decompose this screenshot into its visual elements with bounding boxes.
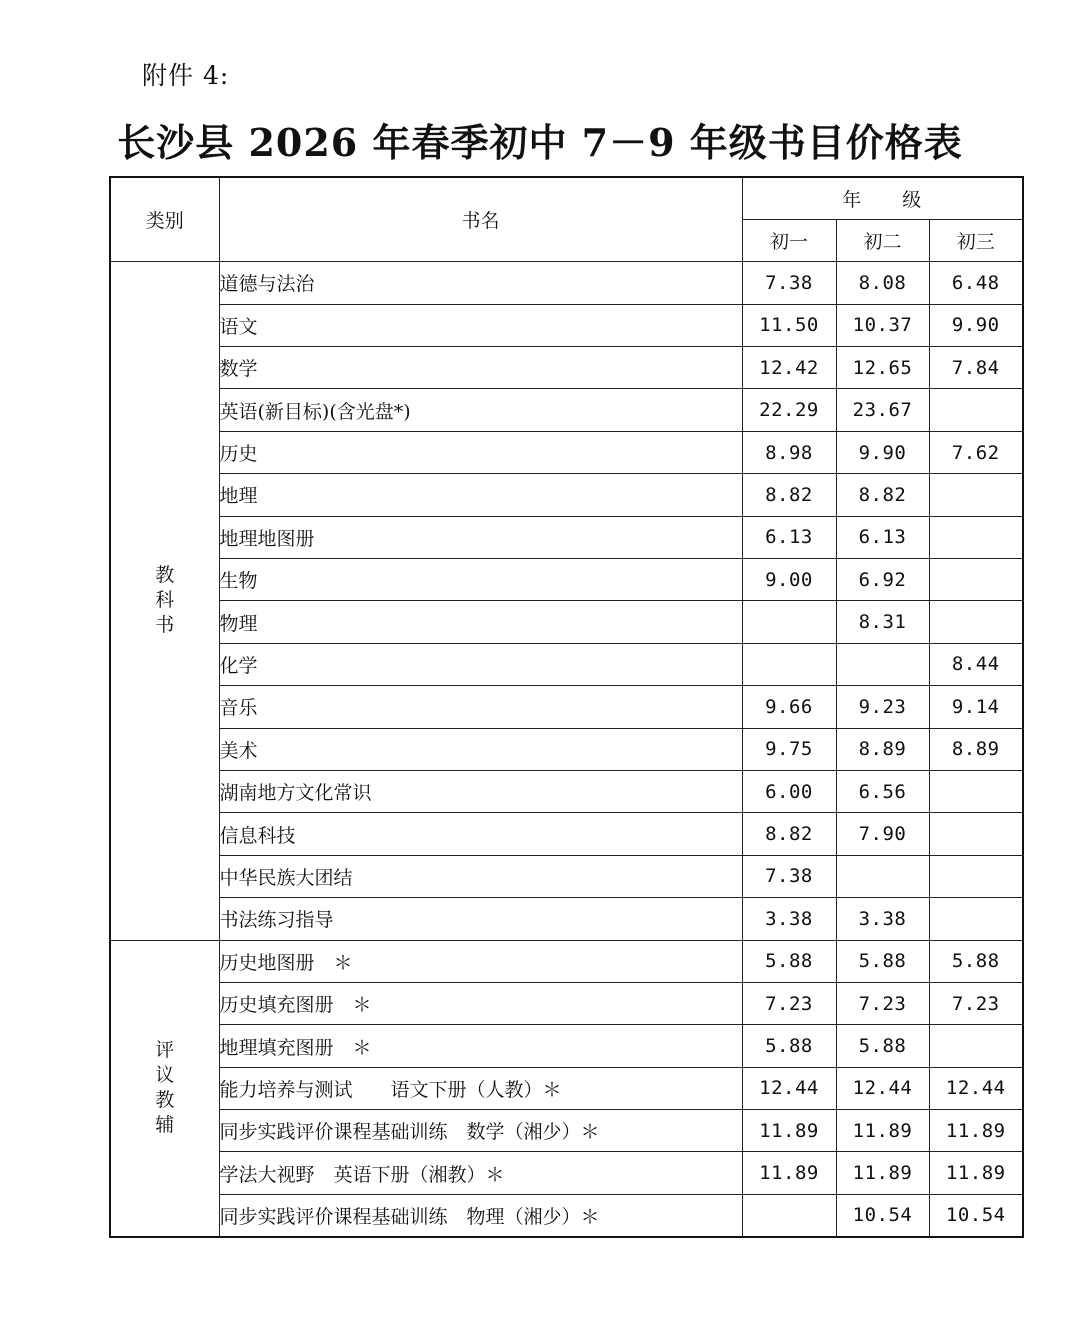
book-name-cell: 生物 — [219, 559, 742, 601]
header-grade-8: 初二 — [836, 219, 929, 261]
price-cell-grade-7: 11.50 — [742, 304, 836, 346]
header-grade-group: 年 级 — [742, 177, 1023, 219]
table-row — [110, 1067, 1023, 1109]
table-row — [110, 686, 1023, 728]
page-title: 长沙县 2026 年春季初中 7－9 年级书目价格表 — [117, 120, 963, 165]
price-cell-grade-7: 12.42 — [742, 347, 836, 389]
book-name-cell: 能力培养与测试 语文下册（人教）＊ — [219, 1067, 742, 1109]
price-cell-grade-9 — [929, 855, 1023, 897]
price-cell-grade-8: 8.31 — [836, 601, 929, 643]
book-name-cell: 音乐 — [219, 686, 742, 728]
book-name-cell: 湖南地方文化常识 — [219, 770, 742, 812]
price-cell-grade-8: 12.44 — [836, 1067, 929, 1109]
price-cell-grade-7: 8.82 — [742, 813, 836, 855]
category-cell — [110, 940, 219, 1237]
table-row — [110, 1194, 1023, 1236]
price-cell-grade-9: 10.54 — [929, 1194, 1023, 1236]
price-cell-grade-9: 6.48 — [929, 262, 1023, 304]
price-cell-grade-7: 9.00 — [742, 559, 836, 601]
price-cell-grade-9: 12.44 — [929, 1067, 1023, 1109]
table-row — [110, 601, 1023, 643]
price-cell-grade-7: 7.23 — [742, 982, 836, 1024]
table-row — [110, 813, 1023, 855]
book-name-cell: 历史地图册 ＊ — [219, 940, 742, 982]
price-cell-grade-9: 5.88 — [929, 940, 1023, 982]
price-cell-grade-8: 11.89 — [836, 1110, 929, 1152]
price-cell-grade-8: 8.82 — [836, 474, 929, 516]
book-name-cell: 学法大视野 英语下册（湘教）＊ — [219, 1152, 742, 1194]
price-cell-grade-8: 6.92 — [836, 559, 929, 601]
price-cell-grade-7: 8.98 — [742, 431, 836, 473]
price-cell-grade-9 — [929, 559, 1023, 601]
price-cell-grade-7: 3.38 — [742, 898, 836, 940]
price-cell-grade-9: 11.89 — [929, 1110, 1023, 1152]
book-name-cell: 化学 — [219, 643, 742, 685]
book-name-cell: 物理 — [219, 601, 742, 643]
price-cell-grade-9 — [929, 601, 1023, 643]
price-cell-grade-8: 7.23 — [836, 982, 929, 1024]
price-cell-grade-7: 5.88 — [742, 1025, 836, 1067]
table-row — [110, 262, 1023, 304]
book-name-cell: 语文 — [219, 304, 742, 346]
price-cell-grade-8 — [836, 643, 929, 685]
price-cell-grade-7: 6.13 — [742, 516, 836, 558]
table-row — [110, 389, 1023, 431]
price-cell-grade-7: 22.29 — [742, 389, 836, 431]
price-cell-grade-8: 11.89 — [836, 1152, 929, 1194]
book-name-cell: 数学 — [219, 347, 742, 389]
price-cell-grade-8: 12.65 — [836, 347, 929, 389]
book-name-cell: 历史填充图册 ＊ — [219, 982, 742, 1024]
table-row — [110, 1110, 1023, 1152]
price-cell-grade-8: 9.23 — [836, 686, 929, 728]
price-cell-grade-7 — [742, 1194, 836, 1236]
price-cell-grade-7: 5.88 — [742, 940, 836, 982]
table-row — [110, 982, 1023, 1024]
book-name-cell: 同步实践评价课程基础训练 数学（湘少）＊ — [219, 1110, 742, 1152]
header-grade-9: 初三 — [929, 219, 1023, 261]
book-name-cell: 信息科技 — [219, 813, 742, 855]
book-name-cell: 历史 — [219, 431, 742, 473]
table-row — [110, 940, 1023, 982]
price-cell-grade-7 — [742, 643, 836, 685]
price-cell-grade-7: 7.38 — [742, 855, 836, 897]
table-row — [110, 643, 1023, 685]
category-cell — [110, 262, 219, 940]
table-row — [110, 474, 1023, 516]
book-name-cell: 地理 — [219, 474, 742, 516]
price-cell-grade-7: 7.38 — [742, 262, 836, 304]
table-row — [110, 347, 1023, 389]
header-category: 类别 — [110, 177, 219, 262]
price-cell-grade-8: 23.67 — [836, 389, 929, 431]
price-cell-grade-8 — [836, 855, 929, 897]
price-cell-grade-8: 5.88 — [836, 1025, 929, 1067]
book-name-cell: 美术 — [219, 728, 742, 770]
price-cell-grade-7: 9.75 — [742, 728, 836, 770]
table-row — [110, 559, 1023, 601]
price-cell-grade-7: 8.82 — [742, 474, 836, 516]
table-row — [110, 898, 1023, 940]
price-cell-grade-7: 9.66 — [742, 686, 836, 728]
category-label: 教科书 — [155, 564, 175, 637]
price-cell-grade-9 — [929, 898, 1023, 940]
table-row — [110, 855, 1023, 897]
price-cell-grade-9 — [929, 389, 1023, 431]
price-cell-grade-8: 10.37 — [836, 304, 929, 346]
price-cell-grade-8: 8.89 — [836, 728, 929, 770]
header-book-name: 书名 — [219, 177, 742, 262]
table-row — [110, 770, 1023, 812]
book-name-cell: 书法练习指导 — [219, 898, 742, 940]
table-row — [110, 304, 1023, 346]
price-cell-grade-9: 7.84 — [929, 347, 1023, 389]
price-cell-grade-7: 11.89 — [742, 1110, 836, 1152]
price-cell-grade-8: 7.90 — [836, 813, 929, 855]
book-name-cell: 地理填充图册 ＊ — [219, 1025, 742, 1067]
book-name-cell: 中华民族大团结 — [219, 855, 742, 897]
table-row — [110, 516, 1023, 558]
table-row — [110, 1152, 1023, 1194]
price-cell-grade-9 — [929, 1025, 1023, 1067]
price-cell-grade-7: 11.89 — [742, 1152, 836, 1194]
book-name-cell: 地理地图册 — [219, 516, 742, 558]
price-cell-grade-8: 3.38 — [836, 898, 929, 940]
table-row — [110, 728, 1023, 770]
price-cell-grade-7: 6.00 — [742, 770, 836, 812]
price-cell-grade-7 — [742, 601, 836, 643]
price-cell-grade-9: 7.23 — [929, 982, 1023, 1024]
price-cell-grade-9: 7.62 — [929, 431, 1023, 473]
price-cell-grade-8: 9.90 — [836, 431, 929, 473]
table-row — [110, 1025, 1023, 1067]
price-cell-grade-9: 8.89 — [929, 728, 1023, 770]
price-cell-grade-9 — [929, 474, 1023, 516]
price-cell-grade-7: 12.44 — [742, 1067, 836, 1109]
price-cell-grade-9: 9.90 — [929, 304, 1023, 346]
price-cell-grade-9 — [929, 516, 1023, 558]
price-cell-grade-9: 8.44 — [929, 643, 1023, 685]
price-cell-grade-8: 6.13 — [836, 516, 929, 558]
header-grade-7: 初一 — [742, 219, 836, 261]
price-cell-grade-8: 10.54 — [836, 1194, 929, 1236]
price-cell-grade-8: 5.88 — [836, 940, 929, 982]
category-label: 评议教辅 — [155, 1039, 175, 1137]
price-cell-grade-8: 8.08 — [836, 262, 929, 304]
price-cell-grade-9 — [929, 770, 1023, 812]
table-body — [110, 262, 1023, 1237]
price-cell-grade-9: 9.14 — [929, 686, 1023, 728]
book-name-cell: 道德与法治 — [219, 262, 742, 304]
book-name-cell: 英语(新目标)(含光盘*) — [219, 389, 742, 431]
price-cell-grade-9 — [929, 813, 1023, 855]
attachment-label: 附件 4: — [142, 61, 230, 90]
book-price-table — [109, 176, 1024, 1238]
price-cell-grade-8: 6.56 — [836, 770, 929, 812]
book-name-cell: 同步实践评价课程基础训练 物理（湘少）＊ — [219, 1194, 742, 1236]
table-row — [110, 431, 1023, 473]
price-cell-grade-9: 11.89 — [929, 1152, 1023, 1194]
